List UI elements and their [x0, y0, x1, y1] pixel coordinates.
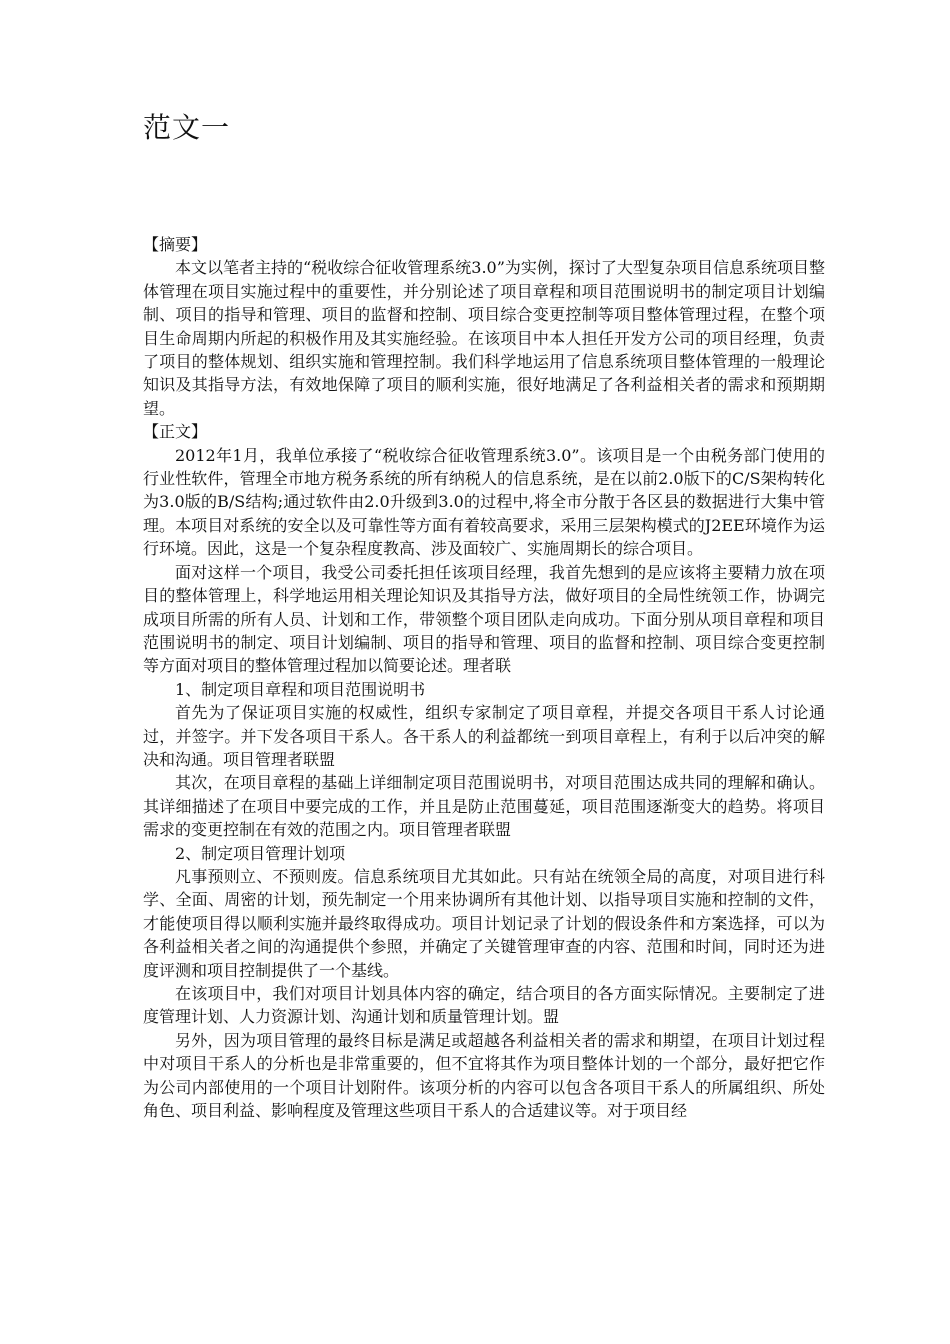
body-paragraph: 首先为了保证项目实施的权威性，组织专家制定了项目章程，并提交各项目干系人讨论通过，并签字。并下发各项目干系人。各干系人的利益都统一到项目章程上，有利于以后冲突的解决和沟通。项目管理者联盟: [143, 703, 825, 769]
section-heading: 2、制定项目管理计划项: [175, 843, 346, 863]
body-paragraph: 面对这样一个项目，我受公司委托担任该项目经理，我首先想到的是应该将主要精力放在项目的整体管理上，科学地运用相关理论知识及其指导方法，做好项目的全局性统领工作，协调完成项目所需的所有人员、计划和工作，带领整个项目团队走向成功。下面分别从项目章程和项目范围说明书的制定、项目计划编制、项目的指导和管理、项目的监督和控制、项目综合变更控制等方面对项目的整体管理过程加以简要论述。理者联: [143, 562, 825, 676]
page-title: 范文一: [143, 111, 231, 144]
body-paragraph: 凡事预则立、不预则废。信息系统项目尤其如此。只有站在统领全局的高度，对项目进行科学、全面、周密的计划，预先制定一个用来协调所有其他计划、以指导项目实施和控制的文件，才能使项目得以顺利实施并最终取得成功。项目计划记录了计划的假设条件和方案选择，可以为各利益相关者之间的沟通提供个参照，并确定了关键管理审查的内容、范围和时间，同时还为进度评测和项目控制提供了一个基线。: [143, 866, 825, 980]
section-heading: 1、制定项目章程和项目范围说明书: [175, 679, 426, 699]
body-paragraph: 另外，因为项目管理的最终目标是满足或超越各利益相关者的需求和期望，在项目计划过程中对项目干系人的分析也是非常重要的，但不宜将其作为项目整体计划的一个部分，最好把它作为公司内部使用的一个项目计划附件。该项分析的内容可以包含各项目干系人的所属组织、所处角色、项目利益、影响程度及管理这些项目干系人的合适建议等。对于项目经: [143, 1030, 825, 1121]
body-paragraph: 其次，在项目章程的基础上详细制定项目范围说明书，对项目范围达成共同的理解和确认。其详细描述了在项目中要完成的工作，并且是防止范围蔓延，项目范围逐渐变大的趋势。将项目需求的变更控制在有效的范围之内。项目管理者联盟: [143, 773, 825, 840]
body-heading: 【正文】: [143, 422, 208, 442]
body-paragraph: 2012年1月，我单位承接了“税收综合征收管理系统3.0”。该项目是一个由税务部门使用的行业性软件，管理全市地方税务系统的所有纳税人的信息系统，是在以前2.0版下的C/S架构转化为3.0版的B/S结构;通过软件由2.0升级到3.0的过程中,将全市分散于各区县的数据进行大集中管理。本项目对系统的安全以及可靠性等方面有着较高要求，采用三层架构模式的J2EE环境作为运行环境。因此，这是一个复杂程度教高、涉及面较广、实施周期长的综合项目。: [143, 445, 825, 559]
abstract-heading: 【摘要】: [143, 235, 208, 254]
abstract-paragraph: 本文以笔者主持的“税收综合征收管理系统3.0”为实例，探讨了大型复杂项目信息系统项目整体管理在项目实施过程中的重要性，并分别论述了项目章程和项目范围说明书的制定项目计划编制、项目的指导和管理、项目的监督和控制、项目综合变更控制等项目整体管理过程，在整个项目生命周期内所起的积极作用及其实施经验。在该项目中本人担任开发方公司的项目经理，负责了项目的整体规划、组织实施和管理控制。我们科学地运用了信息系统项目整体管理的一般理论知识及其指导方法，有效地保障了项目的顺利实施，很好地满足了各利益相关者的需求和预期期望。: [143, 258, 825, 418]
body-paragraph: 在该项目中，我们对项目计划具体内容的确定，结合项目的各方面实际情况。主要制定了进度管理计划、人力资源计划、沟通计划和质量管理计划。盟: [143, 984, 825, 1027]
document-body: [143, 233, 825, 1122]
